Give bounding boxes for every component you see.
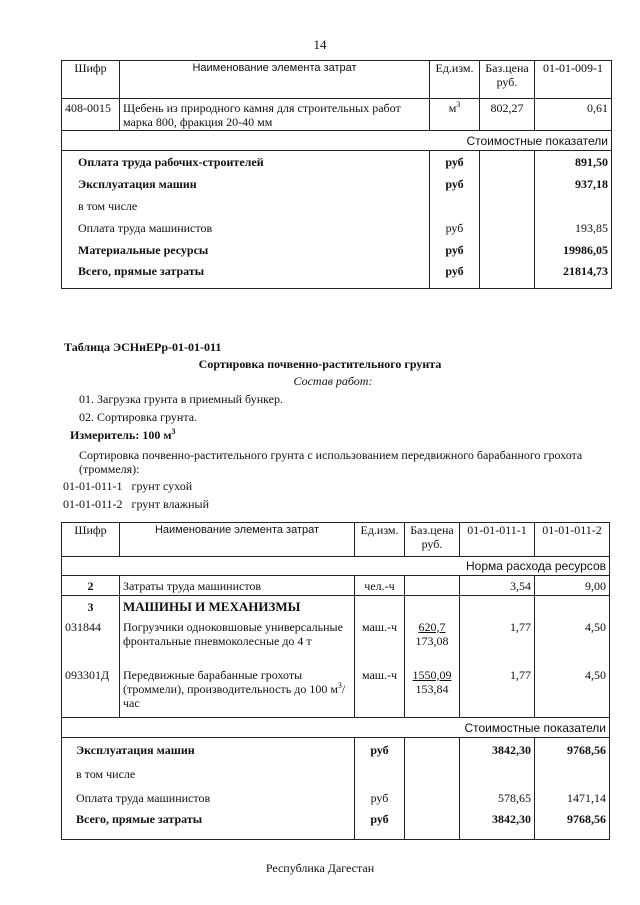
cost-name: в том числе [62,195,430,217]
cost-value-1: 578,65 [460,786,535,810]
cost-note-row [62,718,610,738]
table-row [62,596,610,618]
table-row [62,195,612,217]
row-code: 2 [62,576,120,596]
cost-unit: руб [355,738,405,762]
cost-value: 19986,05 [535,239,612,261]
cost-unit: руб [355,810,405,840]
cost-table-1 [61,60,612,289]
row-code: 408-0015 [62,99,120,131]
cost-value-1: 3842,30 [460,810,535,840]
header-name: Наименование элемента затрат [120,61,430,99]
cost-unit: руб [430,239,480,261]
row-value-1: 3,54 [460,576,535,596]
cost-name: в том числе [62,762,355,786]
table-row [62,810,610,840]
norm-note: Норма расхода ресурсов [62,557,610,576]
variant-item: 01-01-011-2 грунт влажный [63,497,209,511]
cost-value: 193,85 [535,217,612,239]
row-code: 031844 [62,618,120,666]
table-row [62,261,612,289]
works-heading: Состав работ: [293,374,373,388]
row-unit: маш.-ч [355,666,405,718]
table-row [62,666,610,718]
header-unit: Ед.изм. [355,523,405,557]
table1-header-row [62,61,612,99]
cost-unit: руб [430,261,480,289]
row-name: Затраты труда машинистов [120,576,355,596]
cost-table-2 [61,522,610,840]
row-unit: $м^3$ [430,99,480,131]
cost-note: Стоимостные показатели [62,718,610,738]
cost-value: 937,18 [535,173,612,195]
cost-value-2: 9768,56 [535,738,610,762]
section-note: Стоимостные показатели [62,131,612,151]
table-row [62,762,610,786]
table-row [62,151,612,173]
cost-name: Эксплуатация машин [62,738,355,762]
table-label: Таблица ЭСНиЕРр-01-01-011 [64,340,222,354]
row-value-1: 1,77 [460,618,535,666]
cost-value: 21814,73 [535,261,612,289]
table-row [62,217,612,239]
header-code: Шифр [62,523,120,557]
table2-header-row [62,523,610,557]
row-name: Погрузчики одноковшовые универсальные фронтальные пневмоколесные до 4 т [120,618,355,666]
description: Сортировка почвенно-растительного грунта с использованием передвижного барабанного грохота (троммеля): [79,448,583,476]
cost-value-2: 9768,56 [535,810,610,840]
row-name: МАШИНЫ И МЕХАНИЗМЫ [120,596,355,618]
cost-name: Оплата труда машинистов [62,217,430,239]
page-footer: Республика Дагестан [265,861,375,875]
header-unit: Ед.изм. [430,61,480,99]
cost-name: Оплата труда рабочих-строителей [62,151,430,173]
cost-name: Всего, прямые затраты [62,810,355,840]
variant-item: 01-01-011-1 грунт сухой [63,479,193,493]
row-price: 1550,09 153,84 [405,666,460,718]
cost-name: Материальные ресурсы [62,239,430,261]
header-norm-code: 01-01-011-1 [460,523,535,557]
row-code: 3 [62,596,120,618]
row-value-2: 9,00 [535,576,610,596]
page-number: 14 [313,37,327,52]
cost-unit: руб [430,173,480,195]
section-note-row [62,131,612,151]
header-code: Шифр [62,61,120,99]
row-price: 802,27 [480,99,535,131]
header-norm-code: 01-01-011-2 [535,523,610,557]
row-value-1: 1,77 [460,666,535,718]
cost-unit: руб [430,217,480,239]
row-value-2: 4,50 [535,666,610,718]
work-item: 01. Загрузка грунта в приемный бункер. [79,392,283,406]
cost-unit: руб [355,786,405,810]
work-item: 02. Сортировка грунта. [79,410,198,424]
measure: Измеритель: 100 $м^3$ [70,427,176,442]
header-price: Баз.цена руб. [405,523,460,557]
cost-unit: руб [430,151,480,173]
row-value: 0,61 [535,99,612,131]
table-row [62,618,610,666]
table-row [62,99,612,131]
row-price: 620,7 173,08 [405,618,460,666]
cost-value-1: 3842,30 [460,738,535,762]
table-row [62,173,612,195]
norm-note-row [62,557,610,576]
row-value-2: 4,50 [535,618,610,666]
cost-value: 891,50 [535,151,612,173]
header-norm-code: 01-01-009-1 [535,61,612,99]
header-name: Наименование элемента затрат [120,523,355,557]
row-unit: маш.-ч [355,618,405,666]
cost-name: Эксплуатация машин [62,173,430,195]
cost-value-2: 1471,14 [535,786,610,810]
table-row [62,786,610,810]
row-name: Передвижные барабанные грохоты (троммели), производительность до 100 $м^3$/час [120,666,355,718]
table-row [62,576,610,596]
row-code: 093301Д [62,666,120,718]
cost-name: Оплата труда машинистов [62,786,355,810]
row-name: Щебень из природного камня для строительных работ марка 800, фракция 20-40 мм [120,99,430,131]
table-row [62,738,610,762]
row-unit: чел.-ч [355,576,405,596]
table-row [62,239,612,261]
header-price: Баз.цена руб. [480,61,535,99]
section-title: Сортировка почвенно-растительного грунта [198,357,442,371]
cost-name: Всего, прямые затраты [62,261,430,289]
